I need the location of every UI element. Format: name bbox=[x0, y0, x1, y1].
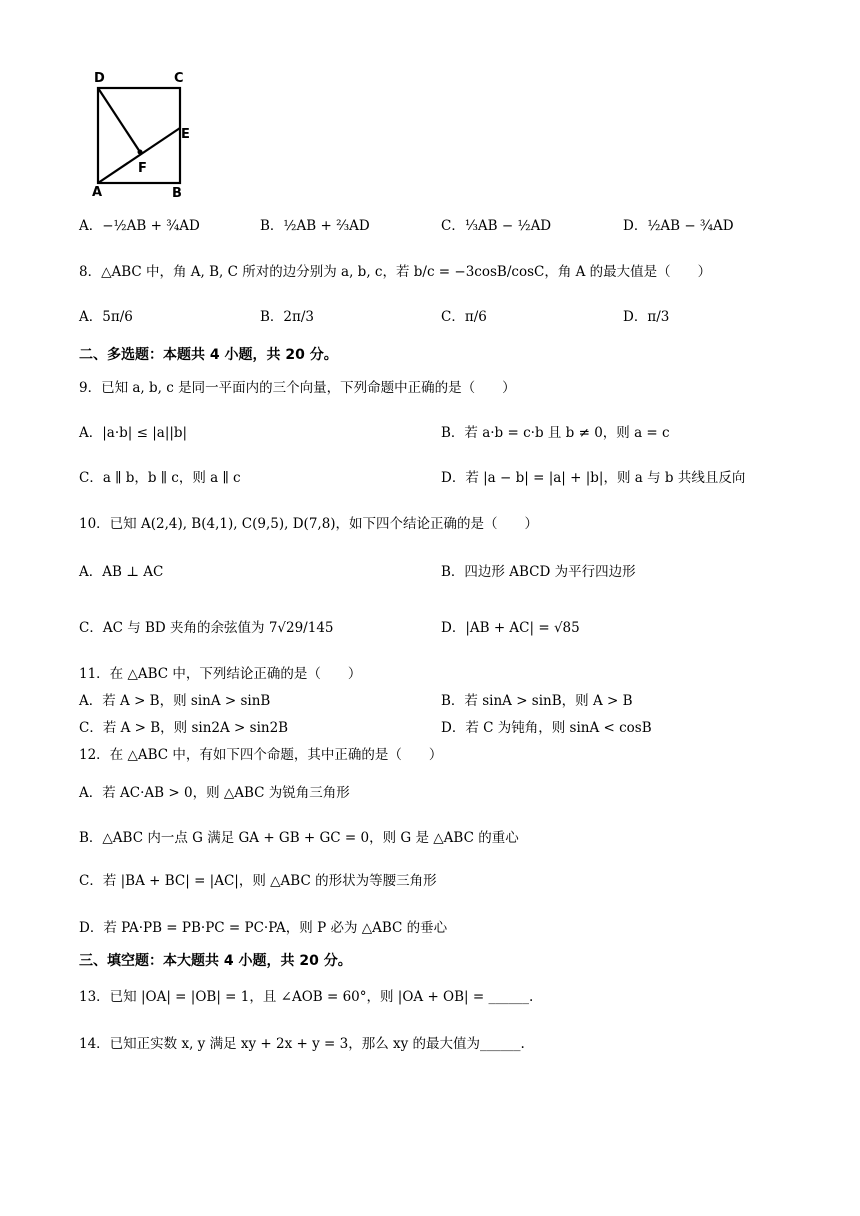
q11-option-a[interactable]: A．若 A > B，则 sinA > sinB bbox=[79, 693, 271, 709]
section-2-title: 二、多选题：本题共 4 小题，共 20 分。 bbox=[79, 347, 338, 363]
q12-option-b[interactable]: B．△ABC 内一点 G 满足 GA + GB + GC = 0，则 G 是 △ABC 的重心 bbox=[79, 830, 519, 846]
section-3-title: 三、填空题：本大题共 4 小题，共 20 分。 bbox=[79, 953, 352, 969]
q11-option-c[interactable]: C．若 A > B，则 sin2A > sin2B bbox=[79, 720, 289, 736]
point-f-dot bbox=[138, 150, 143, 155]
label-c: C bbox=[174, 71, 184, 86]
q8-option-d[interactable]: D．π/3 bbox=[623, 309, 670, 325]
label-e: E bbox=[181, 127, 190, 142]
q9-option-a[interactable]: A．|a·b| ≤ |a||b| bbox=[79, 425, 188, 441]
q8-option-a[interactable]: A．5π/6 bbox=[79, 309, 133, 325]
q7-option-a[interactable]: A．−½AB + ¾AD bbox=[79, 218, 200, 234]
q9-option-b[interactable]: B．若 a·b = c·b 且 b ≠ 0，则 a = c bbox=[441, 425, 670, 441]
q8-option-b[interactable]: B．2π/3 bbox=[260, 309, 315, 325]
q8-option-c[interactable]: C．π/6 bbox=[441, 309, 487, 325]
q9-option-d[interactable]: D．若 |a − b| = |a| + |b|，则 a 与 b 共线且反向 bbox=[441, 470, 746, 486]
q7-option-d[interactable]: D．½AB − ¾AD bbox=[623, 218, 734, 234]
label-f: F bbox=[138, 161, 147, 176]
label-d: D bbox=[94, 71, 105, 86]
q11-option-b[interactable]: B．若 sinA > sinB，则 A > B bbox=[441, 693, 633, 709]
q9-stem: 9．已知 a, b, c 是同一平面内的三个向量，下列命题中正确的是（ ） bbox=[79, 380, 516, 396]
q10-option-a[interactable]: A．AB ⊥ AC bbox=[79, 564, 164, 580]
square-figure bbox=[84, 66, 204, 200]
q9-option-c[interactable]: C．a ∥ b，b ∥ c，则 a ∥ c bbox=[79, 470, 241, 486]
q7-option-b[interactable]: B．½AB + ⅔AD bbox=[260, 218, 370, 234]
q10-stem: 10．已知 A(2,4), B(4,1), C(9,5), D(7,8)，如下四个结论正确的是（ ） bbox=[79, 516, 539, 532]
q10-option-d[interactable]: D．|AB + AC| = √85 bbox=[441, 620, 580, 636]
q12-option-d[interactable]: D．若 PA·PB = PB·PC = PC·PA，则 P 必为 △ABC 的垂心 bbox=[79, 920, 448, 936]
q12-option-a[interactable]: A．若 AC·AB > 0，则 △ABC 为锐角三角形 bbox=[79, 785, 350, 801]
q8-stem: 8．△ABC 中，角 A, B, C 所对的边分别为 a, b, c，若 b/c = −3cosB/cosC，角 A 的最大值是（ ） bbox=[79, 264, 712, 280]
q14-stem: 14．已知正实数 x, y 满足 xy + 2x + y = 3，那么 xy 的最大值为______. bbox=[79, 1036, 525, 1052]
q11-stem: 11．在 △ABC 中，下列结论正确的是（ ） bbox=[79, 666, 362, 682]
label-a: A bbox=[92, 185, 103, 200]
q12-stem: 12．在 △ABC 中，有如下四个命题，其中正确的是（ ） bbox=[79, 747, 443, 763]
q10-option-c[interactable]: C．AC 与 BD 夹角的余弦值为 7√29/145 bbox=[79, 620, 334, 636]
q7-option-c[interactable]: C．⅓AB − ½AD bbox=[441, 218, 552, 234]
q12-option-c[interactable]: C．若 |BA + BC| = |AC|，则 △ABC 的形状为等腰三角形 bbox=[79, 873, 437, 889]
q13-stem: 13．已知 |OA| = |OB| = 1，且 ∠AOB = 60°，则 |OA + OB| = ______. bbox=[79, 989, 534, 1005]
label-b: B bbox=[172, 186, 182, 200]
q10-option-b[interactable]: B．四边形 ABCD 为平行四边形 bbox=[441, 564, 636, 580]
q11-option-d[interactable]: D．若 C 为钝角，则 sinA < cosB bbox=[441, 720, 652, 736]
